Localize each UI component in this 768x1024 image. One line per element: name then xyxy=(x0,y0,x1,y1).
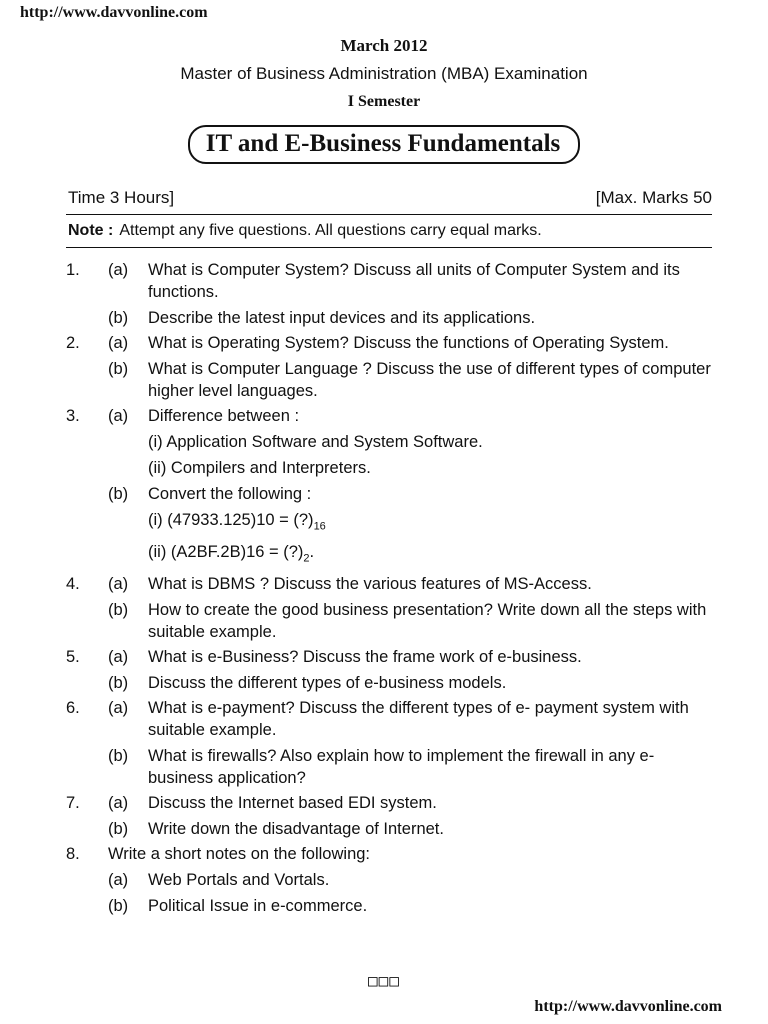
question-text: What is firewalls? Also explain how to implement the firewall in any e-business application? xyxy=(148,746,655,787)
time-allowed: Time 3 Hours] xyxy=(68,188,175,207)
question-subitem: (ii) Compilers and Interpreters. xyxy=(148,459,371,477)
question-text: Discuss the different types of e-business models. xyxy=(148,673,507,692)
question-text: Web Portals and Vortals. xyxy=(148,870,330,889)
question-text: Write a short notes on the following: xyxy=(108,844,371,863)
exam-date: March 2012 xyxy=(340,36,428,55)
question-7a xyxy=(0,792,768,814)
question-text: What is e-Business? Discuss the frame work of e-business. xyxy=(148,647,582,666)
question-text: Discuss the Internet based EDI system. xyxy=(148,793,437,812)
paper-title: IT and E-Business Fundamentals xyxy=(188,125,581,164)
divider-top xyxy=(66,214,712,215)
question-text: What is Computer Language ? Discuss the use of different types of computer higher level languages. xyxy=(148,360,711,400)
question-number: 6. xyxy=(66,698,80,717)
max-marks: [Max. Marks 50 xyxy=(595,188,712,207)
question-5a xyxy=(0,646,768,668)
question-number: 2. xyxy=(66,334,80,352)
divider-bottom xyxy=(66,247,712,248)
question-1a xyxy=(0,259,768,303)
question-text: What is Computer System? Discuss all units of Computer System and its functions. xyxy=(148,261,680,301)
question-number: 5. xyxy=(66,647,80,666)
question-3a-i xyxy=(0,431,768,453)
question-number: 4. xyxy=(66,574,80,593)
question-subitem: (ii) $(A2BF.2B)16 = (?)_2$. xyxy=(148,543,315,565)
question-subitem: (i) $(47933.125)10 = (?)_{16}$ xyxy=(148,511,326,533)
question-subitem: (i) Application Software and System Software. xyxy=(148,433,483,451)
part-label: (a) xyxy=(108,793,129,812)
question-8a xyxy=(0,869,768,891)
part-label: (b) xyxy=(108,896,129,915)
part-label: (a) xyxy=(108,407,129,425)
note-text: Attempt any five questions. All questions carry equal marks. xyxy=(119,222,542,239)
end-mark: □□□ xyxy=(368,971,400,990)
question-text: What is e-payment? Discuss the different types of e- payment system with suitable example. xyxy=(148,698,689,739)
part-label: (a) xyxy=(108,574,129,593)
title-container xyxy=(0,125,768,164)
part-label: (b) xyxy=(108,600,129,619)
question-text: Write down the disadvantage of Internet. xyxy=(148,819,444,838)
question-2b xyxy=(0,358,768,402)
question-3b-ii xyxy=(0,541,768,569)
question-1b xyxy=(0,307,768,329)
note-label: Note : xyxy=(68,222,114,239)
question-3a-ii xyxy=(0,457,768,479)
part-label: (a) xyxy=(108,647,129,666)
question-8 xyxy=(0,843,768,865)
question-text: Political Issue in e-commerce. xyxy=(148,896,368,915)
question-number: 8. xyxy=(66,844,80,863)
part-label: (b) xyxy=(108,485,129,503)
question-number: 7. xyxy=(66,793,80,812)
source-url-top[interactable]: http://www.davvonline.com xyxy=(20,4,208,21)
part-label: (b) xyxy=(108,746,129,765)
question-number: 3. xyxy=(66,407,80,425)
question-text: Describe the latest input devices and its applications. xyxy=(148,309,536,327)
question-6b xyxy=(0,745,768,789)
part-label: (b) xyxy=(108,309,129,327)
question-8b xyxy=(0,895,768,917)
question-text: What is Operating System? Discuss the functions of Operating System. xyxy=(148,334,669,352)
question-2a xyxy=(0,332,768,354)
question-text: Convert the following : xyxy=(148,485,312,503)
note xyxy=(68,222,542,240)
question-number: 1. xyxy=(66,261,80,279)
question-7b xyxy=(0,818,768,840)
part-label: (b) xyxy=(108,819,129,838)
exam-name: Master of Business Administration (MBA) Examination xyxy=(180,64,588,83)
question-text: How to create the good business presentation? Write down all the steps with suitable example. xyxy=(148,600,707,641)
part-label: (a) xyxy=(108,870,129,889)
question-text: What is DBMS ? Discuss the various features of MS-Access. xyxy=(148,574,592,593)
question-text: Difference between : xyxy=(148,407,300,425)
question-3a xyxy=(0,405,768,427)
part-label: (a) xyxy=(108,261,129,279)
question-3b xyxy=(0,483,768,505)
part-label: (a) xyxy=(108,334,129,352)
question-4b xyxy=(0,599,768,643)
question-6a xyxy=(0,697,768,741)
question-5b xyxy=(0,672,768,694)
part-label: (b) xyxy=(108,360,129,378)
part-label: (b) xyxy=(108,673,129,692)
question-3b-i xyxy=(0,509,768,537)
part-label: (a) xyxy=(108,698,129,717)
question-4a xyxy=(0,573,768,595)
semester: I Semester xyxy=(347,93,421,110)
source-url-bottom[interactable]: http://www.davvonline.com xyxy=(534,998,722,1015)
question-list xyxy=(0,259,768,917)
